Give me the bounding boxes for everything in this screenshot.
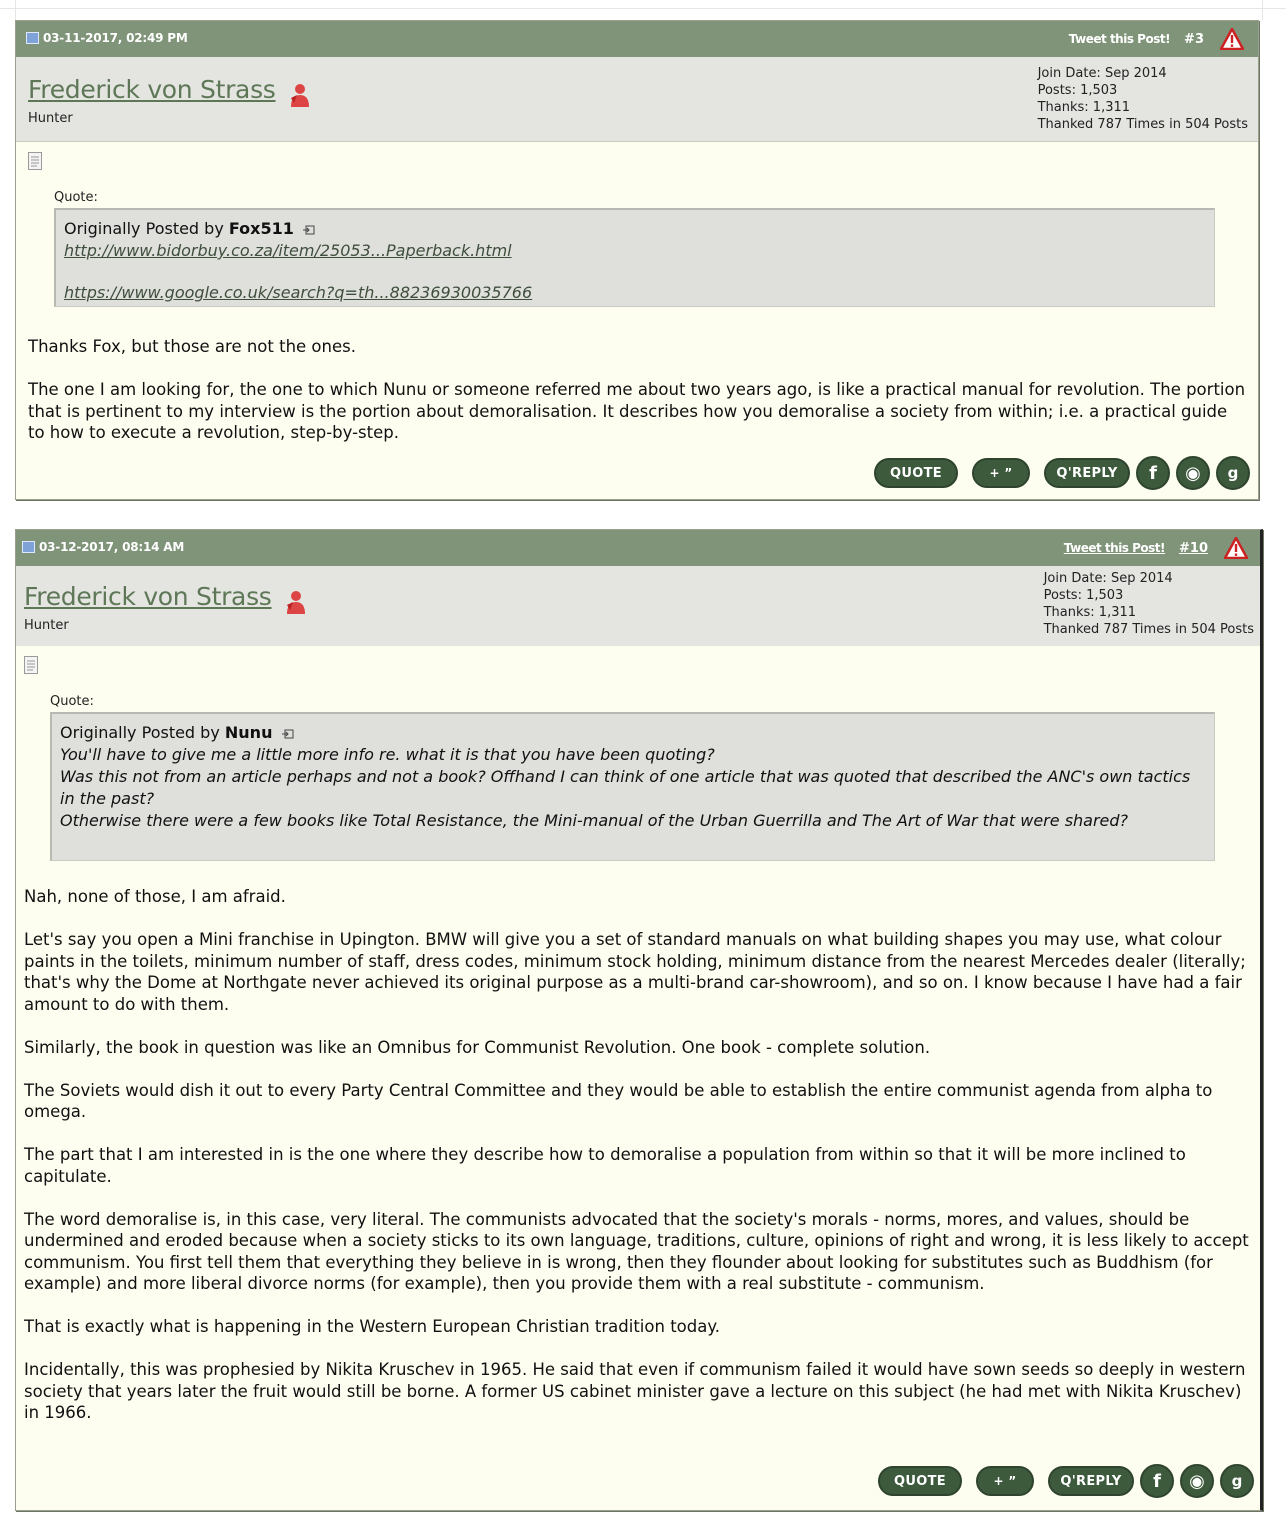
top-divider-right	[1262, 0, 1263, 20]
view-post-icon[interactable]	[282, 729, 294, 739]
message-paragraph: Similarly, the book in question was like an Omnibus for Communist Revolution. One book - complete solution.	[24, 1037, 931, 1057]
username-link[interactable]: Frederick von Strass	[24, 582, 272, 611]
user-info-bar	[16, 566, 1260, 646]
join-date: Join Date: Sep 2014	[1037, 66, 1167, 81]
post-number-link[interactable]: #3	[1184, 31, 1204, 47]
user-info-bar	[16, 57, 1258, 142]
user-stats	[1044, 570, 1254, 638]
thanks-count: Thanks: 1,311	[1037, 100, 1131, 115]
quote-box	[50, 712, 1215, 861]
quote-label: Quote:	[54, 190, 98, 205]
quote-button[interactable]: QUOTE	[878, 1466, 962, 1496]
post-message	[24, 886, 1252, 1445]
tweet-post-link[interactable]: Tweet this Post!	[1068, 32, 1171, 46]
quote-link[interactable]: https://www.google.co.uk/search?q=th...88236930035766	[64, 283, 533, 302]
quote-line: Otherwise there were a few books like Total Resistance, the Mini-manual of the Urban Guerrilla and The Art of War that were shared?	[60, 811, 1129, 830]
username-link[interactable]: Frederick von Strass	[28, 75, 276, 104]
user-online-icon	[288, 83, 310, 109]
quote-line: You'll have to give me a little more info re. what it is that you have been quoting?	[60, 745, 715, 764]
post-actions	[860, 456, 1250, 490]
post-count: Posts: 1,503	[1037, 83, 1118, 98]
reddit-icon[interactable]: ◉	[1176, 456, 1210, 490]
post-date: 03-12-2017, 08:14 AM	[39, 540, 185, 554]
top-divider	[0, 8, 1286, 9]
facebook-icon[interactable]: f	[1140, 1464, 1174, 1498]
document-icon	[24, 656, 38, 674]
tweet-post-link[interactable]: Tweet this Post!	[1063, 541, 1166, 555]
forum-post	[15, 529, 1263, 1511]
report-warning-icon[interactable]	[1220, 28, 1244, 50]
post-header	[16, 530, 1260, 566]
message-paragraph: Nah, none of those, I am afraid.	[24, 887, 286, 906]
quote-prefix: Originally Posted by	[64, 219, 224, 238]
post-new-icon	[22, 541, 35, 553]
message-paragraph: The Soviets would dish it out to every Party Central Committee and they would be able to establish the entire communist agenda from alpha to omega.	[24, 1080, 1213, 1121]
thanks-count: Thanks: 1,311	[1043, 605, 1137, 620]
quote-author: Nunu	[224, 723, 273, 742]
view-post-icon[interactable]	[303, 225, 315, 235]
forum-post	[15, 20, 1259, 500]
user-title: Hunter	[24, 618, 69, 633]
top-divider-left	[15, 0, 16, 20]
user-stats	[1038, 65, 1248, 133]
message-paragraph: That is exactly what is happening in the Western European Christian tradition today.	[24, 1317, 720, 1336]
multi-quote-button[interactable]: + ”	[976, 1466, 1034, 1496]
post-count: Posts: 1,503	[1043, 588, 1124, 603]
thanked-count: Thanked 787 Times in 504 Posts	[1043, 622, 1254, 637]
facebook-icon[interactable]: f	[1136, 456, 1170, 490]
google-plus-icon[interactable]: g	[1216, 456, 1250, 490]
post-new-icon	[26, 32, 39, 44]
quote-label: Quote:	[50, 694, 94, 709]
quick-reply-button[interactable]: Q'REPLY	[1044, 458, 1130, 488]
google-plus-icon[interactable]: g	[1220, 1464, 1254, 1498]
message-paragraph: The one I am looking for, the one to which Nunu or someone referred me about two years ago, is like a practical manual for revolution. The portion that is pertinent to my interview is the portion about demoralisation. It describes how you demoralise a society from within; i.e. a practical guide to how to execute a revolution, step-by-step.	[28, 380, 1246, 442]
quote-attribution	[60, 722, 1204, 744]
quote-box	[54, 208, 1215, 307]
quote-author: Fox511	[228, 219, 294, 238]
post-date: 03-11-2017, 02:49 PM	[43, 31, 188, 45]
message-paragraph: Thanks Fox, but those are not the ones.	[28, 337, 356, 356]
post-actions	[864, 1464, 1254, 1498]
post-message	[28, 336, 1248, 465]
post-header	[16, 21, 1258, 57]
user-title: Hunter	[28, 111, 73, 126]
quote-line: Was this not from an article perhaps and not a book? Offhand I can think of one article that was quoted that described the ANC's own tactics in the past?	[60, 767, 1191, 808]
report-warning-icon[interactable]	[1224, 537, 1248, 559]
quote-link[interactable]: http://www.bidorbuy.co.za/item/25053...Paperback.html	[64, 241, 512, 260]
user-online-icon	[284, 590, 306, 616]
join-date: Join Date: Sep 2014	[1043, 571, 1173, 586]
message-paragraph: Incidentally, this was prophesied by Nikita Kruschev in 1965. He said that even if communism failed it would have sown seeds so deeply in western society that years later the fruit would still be borne. A former US cabinet minister gave a lecture on this subject (he had met with Nikita Kruschev) in 1966.	[24, 1360, 1246, 1422]
quote-prefix: Originally Posted by	[60, 723, 220, 742]
reddit-icon[interactable]: ◉	[1180, 1464, 1214, 1498]
quick-reply-button[interactable]: Q'REPLY	[1048, 1466, 1134, 1496]
message-paragraph: The part that I am interested in is the one where they describe how to demoralise a population from within so that it will be more inclined to capitulate.	[24, 1145, 1186, 1186]
thanked-count: Thanked 787 Times in 504 Posts	[1037, 117, 1248, 132]
quote-attribution	[64, 218, 1204, 240]
message-paragraph: The word demoralise is, in this case, very literal. The communists advocated that the society's morals - norms, mores, and values, should be undermined and eroded because when a society sticks to its own language, traditions, culture, opinions of right and wrong, it is less likely to accept communism. You first tell them that everything they believe in is wrong, then they flounder about looking for substitutes such as Buddhism (for example) and more liberal divorce norms (for example), then you provide them with a real substitute - communism.	[24, 1209, 1249, 1293]
quote-button[interactable]: QUOTE	[874, 458, 958, 488]
post-number-link[interactable]: #10	[1179, 540, 1208, 556]
document-icon	[28, 152, 42, 170]
multi-quote-button[interactable]: + ”	[972, 458, 1030, 488]
message-paragraph: Let's say you open a Mini franchise in Upington. BMW will give you a set of standard manuals on what building shapes you may use, what colour paints in the toilets, minimum number of staff, dress codes, minimum stock holding, minimum distance from the nearest Mercedes dealer (literally; that's why the Dome at Northgate never achieved its original purpose as a multi-brand car-showroom), and so on. I know because I have had a fair amount to do with them.	[24, 930, 1246, 1014]
